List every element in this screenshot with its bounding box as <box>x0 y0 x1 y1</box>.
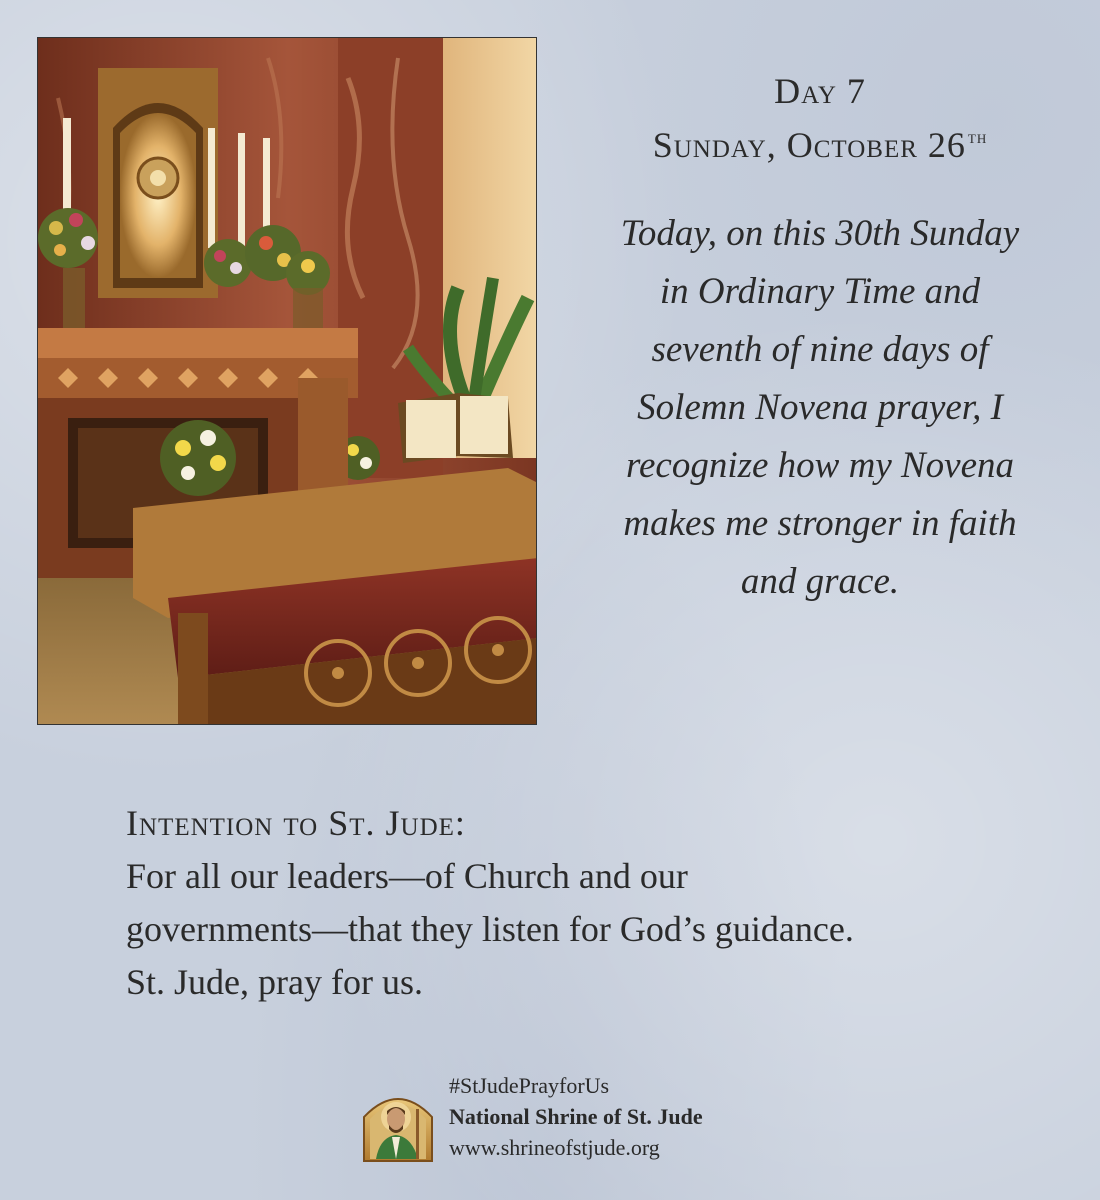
intention-line: St. Jude, pray for us. <box>126 962 423 1002</box>
reflection-line: and grace. <box>740 561 900 602</box>
reflection-line: seventh of nine days of <box>651 329 989 370</box>
website-link[interactable]: www.shrineofstjude.org <box>449 1135 660 1160</box>
shrine-name: National Shrine of St. Jude <box>449 1104 703 1129</box>
shrine-altar-photo <box>37 37 537 725</box>
reflection-line: recognize how my Novena <box>625 445 1015 486</box>
st-jude-portrait-icon <box>362 1087 434 1163</box>
reflection-line: Solemn Novena prayer, I <box>637 387 1003 428</box>
date-text: Sunday, October 26 <box>652 125 966 165</box>
reflection-line: makes me stronger in faith <box>623 503 1017 544</box>
intention-line: governments—that they listen for God’s guidance. <box>126 909 854 949</box>
footer-text <box>449 1070 703 1163</box>
hashtag: #StJudePrayforUs <box>449 1073 610 1098</box>
reflection-text <box>565 205 1075 611</box>
reflection-line: Today, on this 30th Sunday <box>620 213 1020 254</box>
intention-label: Intention to St. Jude: <box>126 803 466 843</box>
intention-block <box>126 797 1026 1009</box>
intention-line: For all our leaders—of Church and our <box>126 856 688 896</box>
date-heading <box>560 124 1080 166</box>
date-suffix: th <box>967 127 988 147</box>
day-heading: Day 7 <box>774 71 866 111</box>
reflection-line: in Ordinary Time and <box>659 271 981 312</box>
